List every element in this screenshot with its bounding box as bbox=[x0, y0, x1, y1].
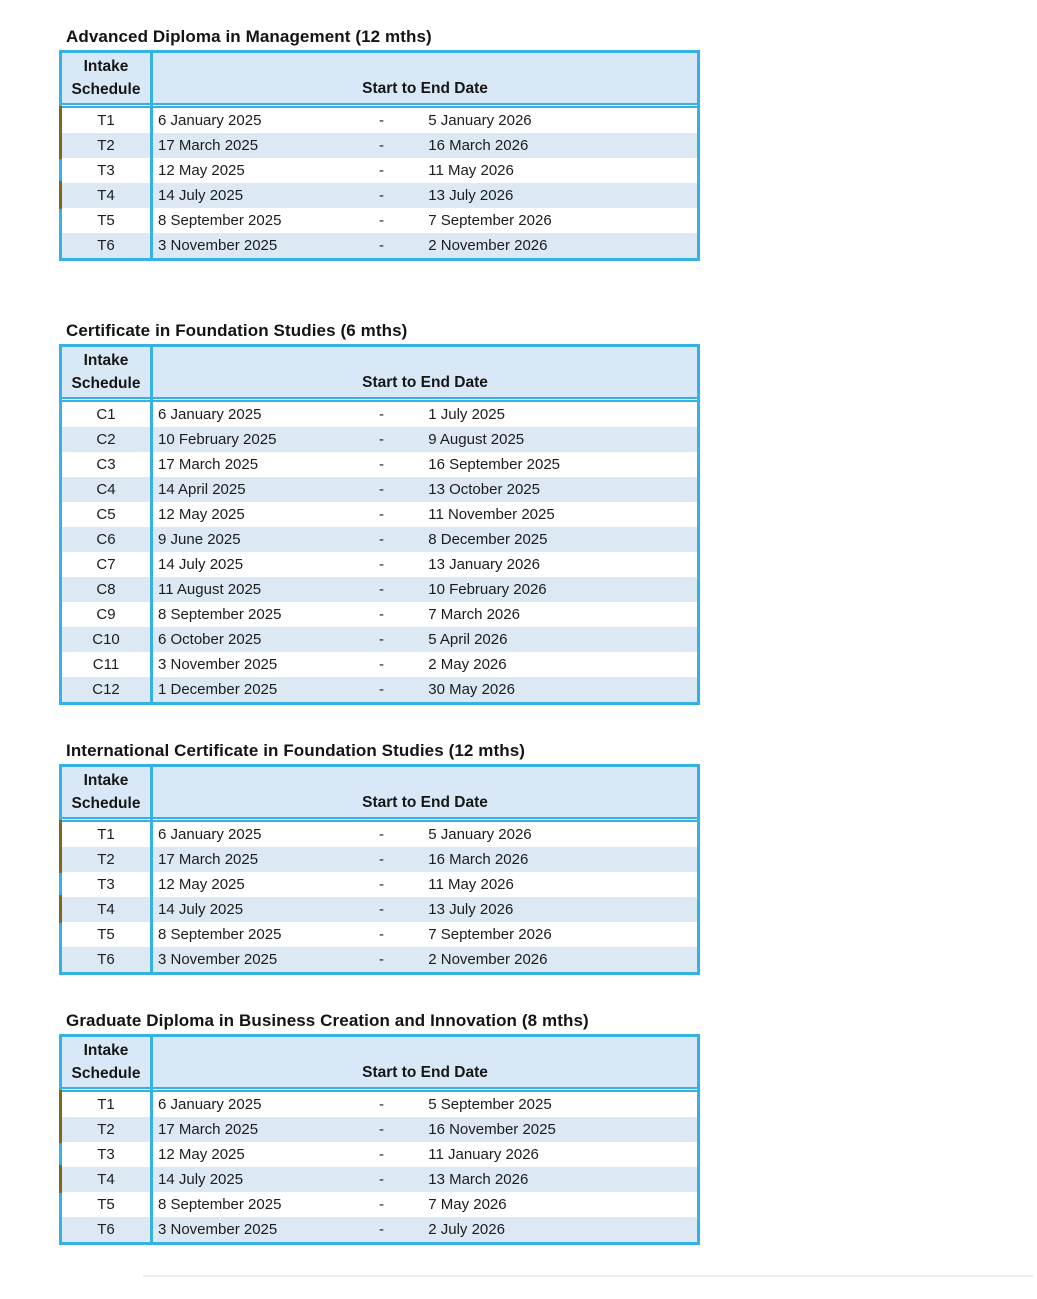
intake-code-cell: T5 bbox=[62, 1192, 153, 1217]
date-range-cell bbox=[153, 481, 697, 498]
start-date: 8 September 2025 bbox=[158, 926, 282, 943]
intake-code-cell: T6 bbox=[62, 233, 153, 258]
intake-code-cell: T3 bbox=[62, 1142, 153, 1167]
date-separator-dash: - bbox=[378, 556, 384, 573]
date-range-cell bbox=[153, 456, 697, 473]
start-end-date-header: Start to End Date bbox=[362, 374, 488, 391]
table-header-row bbox=[62, 347, 697, 399]
end-date: 5 January 2026 bbox=[428, 112, 532, 129]
date-range-cell bbox=[153, 656, 697, 673]
date-separator-dash: - bbox=[378, 1171, 384, 1188]
start-date: 3 November 2025 bbox=[158, 237, 278, 254]
schedule-tables-container bbox=[59, 27, 700, 1245]
date-separator-dash: - bbox=[378, 631, 384, 648]
date-range-cell bbox=[153, 876, 697, 893]
intake-code-cell: T2 bbox=[62, 1117, 153, 1142]
end-date: 11 May 2026 bbox=[428, 162, 514, 179]
date-separator-dash: - bbox=[378, 901, 384, 918]
date-separator-dash: - bbox=[378, 406, 384, 423]
table-row bbox=[62, 922, 697, 947]
end-date: 5 January 2026 bbox=[428, 826, 532, 843]
intake-code-cell: C2 bbox=[62, 427, 153, 452]
date-range-cell bbox=[153, 1196, 697, 1213]
table-row bbox=[62, 108, 697, 133]
course-schedule-section bbox=[59, 1011, 700, 1245]
end-date: 10 February 2026 bbox=[428, 581, 547, 598]
end-date: 2 November 2026 bbox=[428, 951, 548, 968]
intake-code-cell: T3 bbox=[62, 158, 153, 183]
date-range-cell bbox=[153, 851, 697, 868]
start-date: 17 March 2025 bbox=[158, 851, 259, 868]
date-range-cell bbox=[153, 1146, 697, 1163]
intake-code-cell: C3 bbox=[62, 452, 153, 477]
date-range-cell bbox=[153, 187, 697, 204]
table-row bbox=[62, 233, 697, 258]
intake-code-cell: T2 bbox=[62, 847, 153, 872]
date-range-cell bbox=[153, 137, 697, 154]
intake-code-cell: C8 bbox=[62, 577, 153, 602]
end-date: 1 July 2025 bbox=[428, 406, 505, 423]
intake-code-cell: C4 bbox=[62, 477, 153, 502]
table-row bbox=[62, 1217, 697, 1242]
start-date: 8 September 2025 bbox=[158, 212, 282, 229]
table-header-row bbox=[62, 53, 697, 105]
date-separator-dash: - bbox=[378, 162, 384, 179]
table-row bbox=[62, 677, 697, 702]
schedule-table bbox=[59, 764, 700, 975]
scan-artifact-line bbox=[143, 1275, 1033, 1277]
start-date: 3 November 2025 bbox=[158, 1221, 278, 1238]
intake-code-cell: T1 bbox=[62, 1092, 153, 1117]
intake-code-cell: C1 bbox=[62, 402, 153, 427]
date-separator-dash: - bbox=[378, 112, 384, 129]
end-date: 13 January 2026 bbox=[428, 556, 540, 573]
start-date: 6 January 2025 bbox=[158, 112, 262, 129]
table-row bbox=[62, 552, 697, 577]
end-date: 11 November 2025 bbox=[428, 506, 555, 523]
end-date: 11 January 2026 bbox=[428, 1146, 539, 1163]
table-row bbox=[62, 452, 697, 477]
start-date: 6 January 2025 bbox=[158, 826, 262, 843]
date-separator-dash: - bbox=[378, 212, 384, 229]
start-date: 1 December 2025 bbox=[158, 681, 278, 698]
date-range-cell bbox=[153, 1221, 697, 1238]
table-row bbox=[62, 1142, 697, 1167]
start-date: 17 March 2025 bbox=[158, 456, 259, 473]
date-range-cell bbox=[153, 112, 697, 129]
date-range-cell bbox=[153, 1171, 697, 1188]
course-schedule-section bbox=[59, 741, 700, 975]
date-range-cell bbox=[153, 406, 697, 423]
table-row bbox=[62, 1117, 697, 1142]
table-row bbox=[62, 627, 697, 652]
start-date: 9 June 2025 bbox=[158, 531, 241, 548]
date-separator-dash: - bbox=[378, 581, 384, 598]
course-title: Certificate in Foundation Studies (6 mths) bbox=[66, 321, 408, 340]
document-page bbox=[59, 27, 700, 1245]
start-date: 14 July 2025 bbox=[158, 556, 244, 573]
start-date: 12 May 2025 bbox=[158, 162, 245, 179]
table-header-row bbox=[62, 767, 697, 819]
date-range-cell bbox=[153, 926, 697, 943]
date-range-cell bbox=[153, 826, 697, 843]
intake-code-cell: T1 bbox=[62, 108, 153, 133]
end-date: 16 March 2026 bbox=[428, 137, 529, 154]
intake-code-cell: T4 bbox=[62, 1167, 153, 1192]
date-range-cell bbox=[153, 162, 697, 179]
table-row bbox=[62, 183, 697, 208]
table-row bbox=[62, 402, 697, 427]
date-range-cell bbox=[153, 606, 697, 623]
end-date: 7 March 2026 bbox=[428, 606, 520, 623]
intake-schedule-header: Intake Schedule bbox=[62, 1037, 153, 1087]
end-date: 7 September 2026 bbox=[428, 212, 552, 229]
date-separator-dash: - bbox=[378, 656, 384, 673]
date-separator-dash: - bbox=[378, 926, 384, 943]
intake-code-cell: C9 bbox=[62, 602, 153, 627]
table-row bbox=[62, 602, 697, 627]
date-separator-dash: - bbox=[378, 606, 384, 623]
table-row bbox=[62, 1192, 697, 1217]
date-separator-dash: - bbox=[378, 481, 384, 498]
table-body bbox=[62, 822, 697, 972]
end-date: 2 November 2026 bbox=[428, 237, 548, 254]
date-separator-dash: - bbox=[378, 1196, 384, 1213]
intake-code-cell: C11 bbox=[62, 652, 153, 677]
course-schedule-section bbox=[59, 27, 700, 261]
start-date: 8 September 2025 bbox=[158, 1196, 282, 1213]
table-row bbox=[62, 847, 697, 872]
course-schedule-section bbox=[59, 321, 700, 705]
start-date: 3 November 2025 bbox=[158, 656, 278, 673]
date-separator-dash: - bbox=[378, 1121, 384, 1138]
end-date: 13 July 2026 bbox=[428, 187, 514, 204]
table-row bbox=[62, 822, 697, 847]
date-separator-dash: - bbox=[378, 681, 384, 698]
table-row bbox=[62, 477, 697, 502]
schedule-table bbox=[59, 344, 700, 705]
date-separator-dash: - bbox=[378, 531, 384, 548]
table-row bbox=[62, 1167, 697, 1192]
schedule-table bbox=[59, 1034, 700, 1245]
start-date: 14 July 2025 bbox=[158, 1171, 244, 1188]
table-row bbox=[62, 1092, 697, 1117]
date-separator-dash: - bbox=[378, 137, 384, 154]
start-date: 12 May 2025 bbox=[158, 1146, 245, 1163]
intake-code-cell: C7 bbox=[62, 552, 153, 577]
table-row bbox=[62, 502, 697, 527]
intake-code-cell: T4 bbox=[62, 183, 153, 208]
table-body bbox=[62, 108, 697, 258]
date-range-cell bbox=[153, 581, 697, 598]
end-date: 5 April 2026 bbox=[428, 631, 508, 648]
date-separator-dash: - bbox=[378, 1221, 384, 1238]
start-date: 11 August 2025 bbox=[158, 581, 262, 598]
start-end-date-header: Start to End Date bbox=[362, 80, 488, 97]
end-date: 9 August 2025 bbox=[428, 431, 525, 448]
end-date: 30 May 2026 bbox=[428, 681, 515, 698]
intake-code-cell: T2 bbox=[62, 133, 153, 158]
date-separator-dash: - bbox=[378, 187, 384, 204]
intake-schedule-header: Intake Schedule bbox=[62, 767, 153, 817]
date-separator-dash: - bbox=[378, 951, 384, 968]
date-range-cell bbox=[153, 556, 697, 573]
intake-code-cell: T5 bbox=[62, 208, 153, 233]
date-range-cell bbox=[153, 506, 697, 523]
date-separator-dash: - bbox=[378, 431, 384, 448]
end-date: 13 October 2025 bbox=[428, 481, 540, 498]
date-range-cell bbox=[153, 631, 697, 648]
intake-schedule-header: Intake Schedule bbox=[62, 53, 153, 103]
course-title: Graduate Diploma in Business Creation and Innovation (8 mths) bbox=[66, 1011, 589, 1030]
start-date: 17 March 2025 bbox=[158, 1121, 259, 1138]
intake-code-cell: C5 bbox=[62, 502, 153, 527]
table-row bbox=[62, 872, 697, 897]
start-date: 6 October 2025 bbox=[158, 631, 262, 648]
intake-code-cell: T3 bbox=[62, 872, 153, 897]
start-date: 14 April 2025 bbox=[158, 481, 246, 498]
date-separator-dash: - bbox=[378, 876, 384, 893]
intake-code-cell: C10 bbox=[62, 627, 153, 652]
intake-code-cell: T6 bbox=[62, 1217, 153, 1242]
start-date: 14 July 2025 bbox=[158, 901, 244, 918]
end-date: 8 December 2025 bbox=[428, 531, 548, 548]
date-separator-dash: - bbox=[378, 851, 384, 868]
course-title: International Certificate in Foundation Studies (12 mths) bbox=[66, 741, 526, 760]
intake-code-cell: T6 bbox=[62, 947, 153, 972]
table-row bbox=[62, 652, 697, 677]
start-date: 6 January 2025 bbox=[158, 1096, 262, 1113]
table-body bbox=[62, 402, 697, 702]
intake-code-cell: T1 bbox=[62, 822, 153, 847]
end-date: 2 May 2026 bbox=[428, 656, 507, 673]
date-range-cell bbox=[153, 237, 697, 254]
date-range-cell bbox=[153, 951, 697, 968]
table-row bbox=[62, 527, 697, 552]
table-row bbox=[62, 208, 697, 233]
start-date: 8 September 2025 bbox=[158, 606, 282, 623]
date-range-cell bbox=[153, 1121, 697, 1138]
intake-code-cell: C12 bbox=[62, 677, 153, 702]
date-range-cell bbox=[153, 431, 697, 448]
end-date: 16 September 2025 bbox=[428, 456, 560, 473]
table-header-row bbox=[62, 1037, 697, 1089]
end-date: 11 May 2026 bbox=[428, 876, 514, 893]
date-separator-dash: - bbox=[378, 506, 384, 523]
date-range-cell bbox=[153, 681, 697, 698]
table-row bbox=[62, 427, 697, 452]
table-row bbox=[62, 897, 697, 922]
end-date: 5 September 2025 bbox=[428, 1096, 552, 1113]
end-date: 16 November 2025 bbox=[428, 1121, 556, 1138]
date-separator-dash: - bbox=[378, 237, 384, 254]
date-range-cell bbox=[153, 212, 697, 229]
end-date: 7 September 2026 bbox=[428, 926, 552, 943]
end-date: 2 July 2026 bbox=[428, 1221, 505, 1238]
course-title: Advanced Diploma in Management (12 mths) bbox=[66, 27, 432, 46]
date-separator-dash: - bbox=[378, 826, 384, 843]
end-date: 7 May 2026 bbox=[428, 1196, 507, 1213]
start-end-date-header: Start to End Date bbox=[362, 794, 488, 811]
date-range-cell bbox=[153, 901, 697, 918]
date-range-cell bbox=[153, 1096, 697, 1113]
start-date: 14 July 2025 bbox=[158, 187, 244, 204]
start-date: 10 February 2025 bbox=[158, 431, 277, 448]
end-date: 16 March 2026 bbox=[428, 851, 529, 868]
date-separator-dash: - bbox=[378, 1146, 384, 1163]
intake-code-cell: T5 bbox=[62, 922, 153, 947]
start-date: 3 November 2025 bbox=[158, 951, 278, 968]
intake-code-cell: T4 bbox=[62, 897, 153, 922]
schedule-table bbox=[59, 50, 700, 261]
end-date: 13 July 2026 bbox=[428, 901, 514, 918]
date-separator-dash: - bbox=[378, 456, 384, 473]
table-row bbox=[62, 947, 697, 972]
table-row bbox=[62, 158, 697, 183]
intake-schedule-header: Intake Schedule bbox=[62, 347, 153, 397]
start-date: 12 May 2025 bbox=[158, 506, 245, 523]
table-body bbox=[62, 1092, 697, 1242]
start-date: 12 May 2025 bbox=[158, 876, 245, 893]
start-date: 6 January 2025 bbox=[158, 406, 262, 423]
end-date: 13 March 2026 bbox=[428, 1171, 529, 1188]
start-end-date-header: Start to End Date bbox=[362, 1064, 488, 1081]
intake-code-cell: C6 bbox=[62, 527, 153, 552]
table-row bbox=[62, 577, 697, 602]
start-date: 17 March 2025 bbox=[158, 137, 259, 154]
date-range-cell bbox=[153, 531, 697, 548]
date-separator-dash: - bbox=[378, 1096, 384, 1113]
table-row bbox=[62, 133, 697, 158]
